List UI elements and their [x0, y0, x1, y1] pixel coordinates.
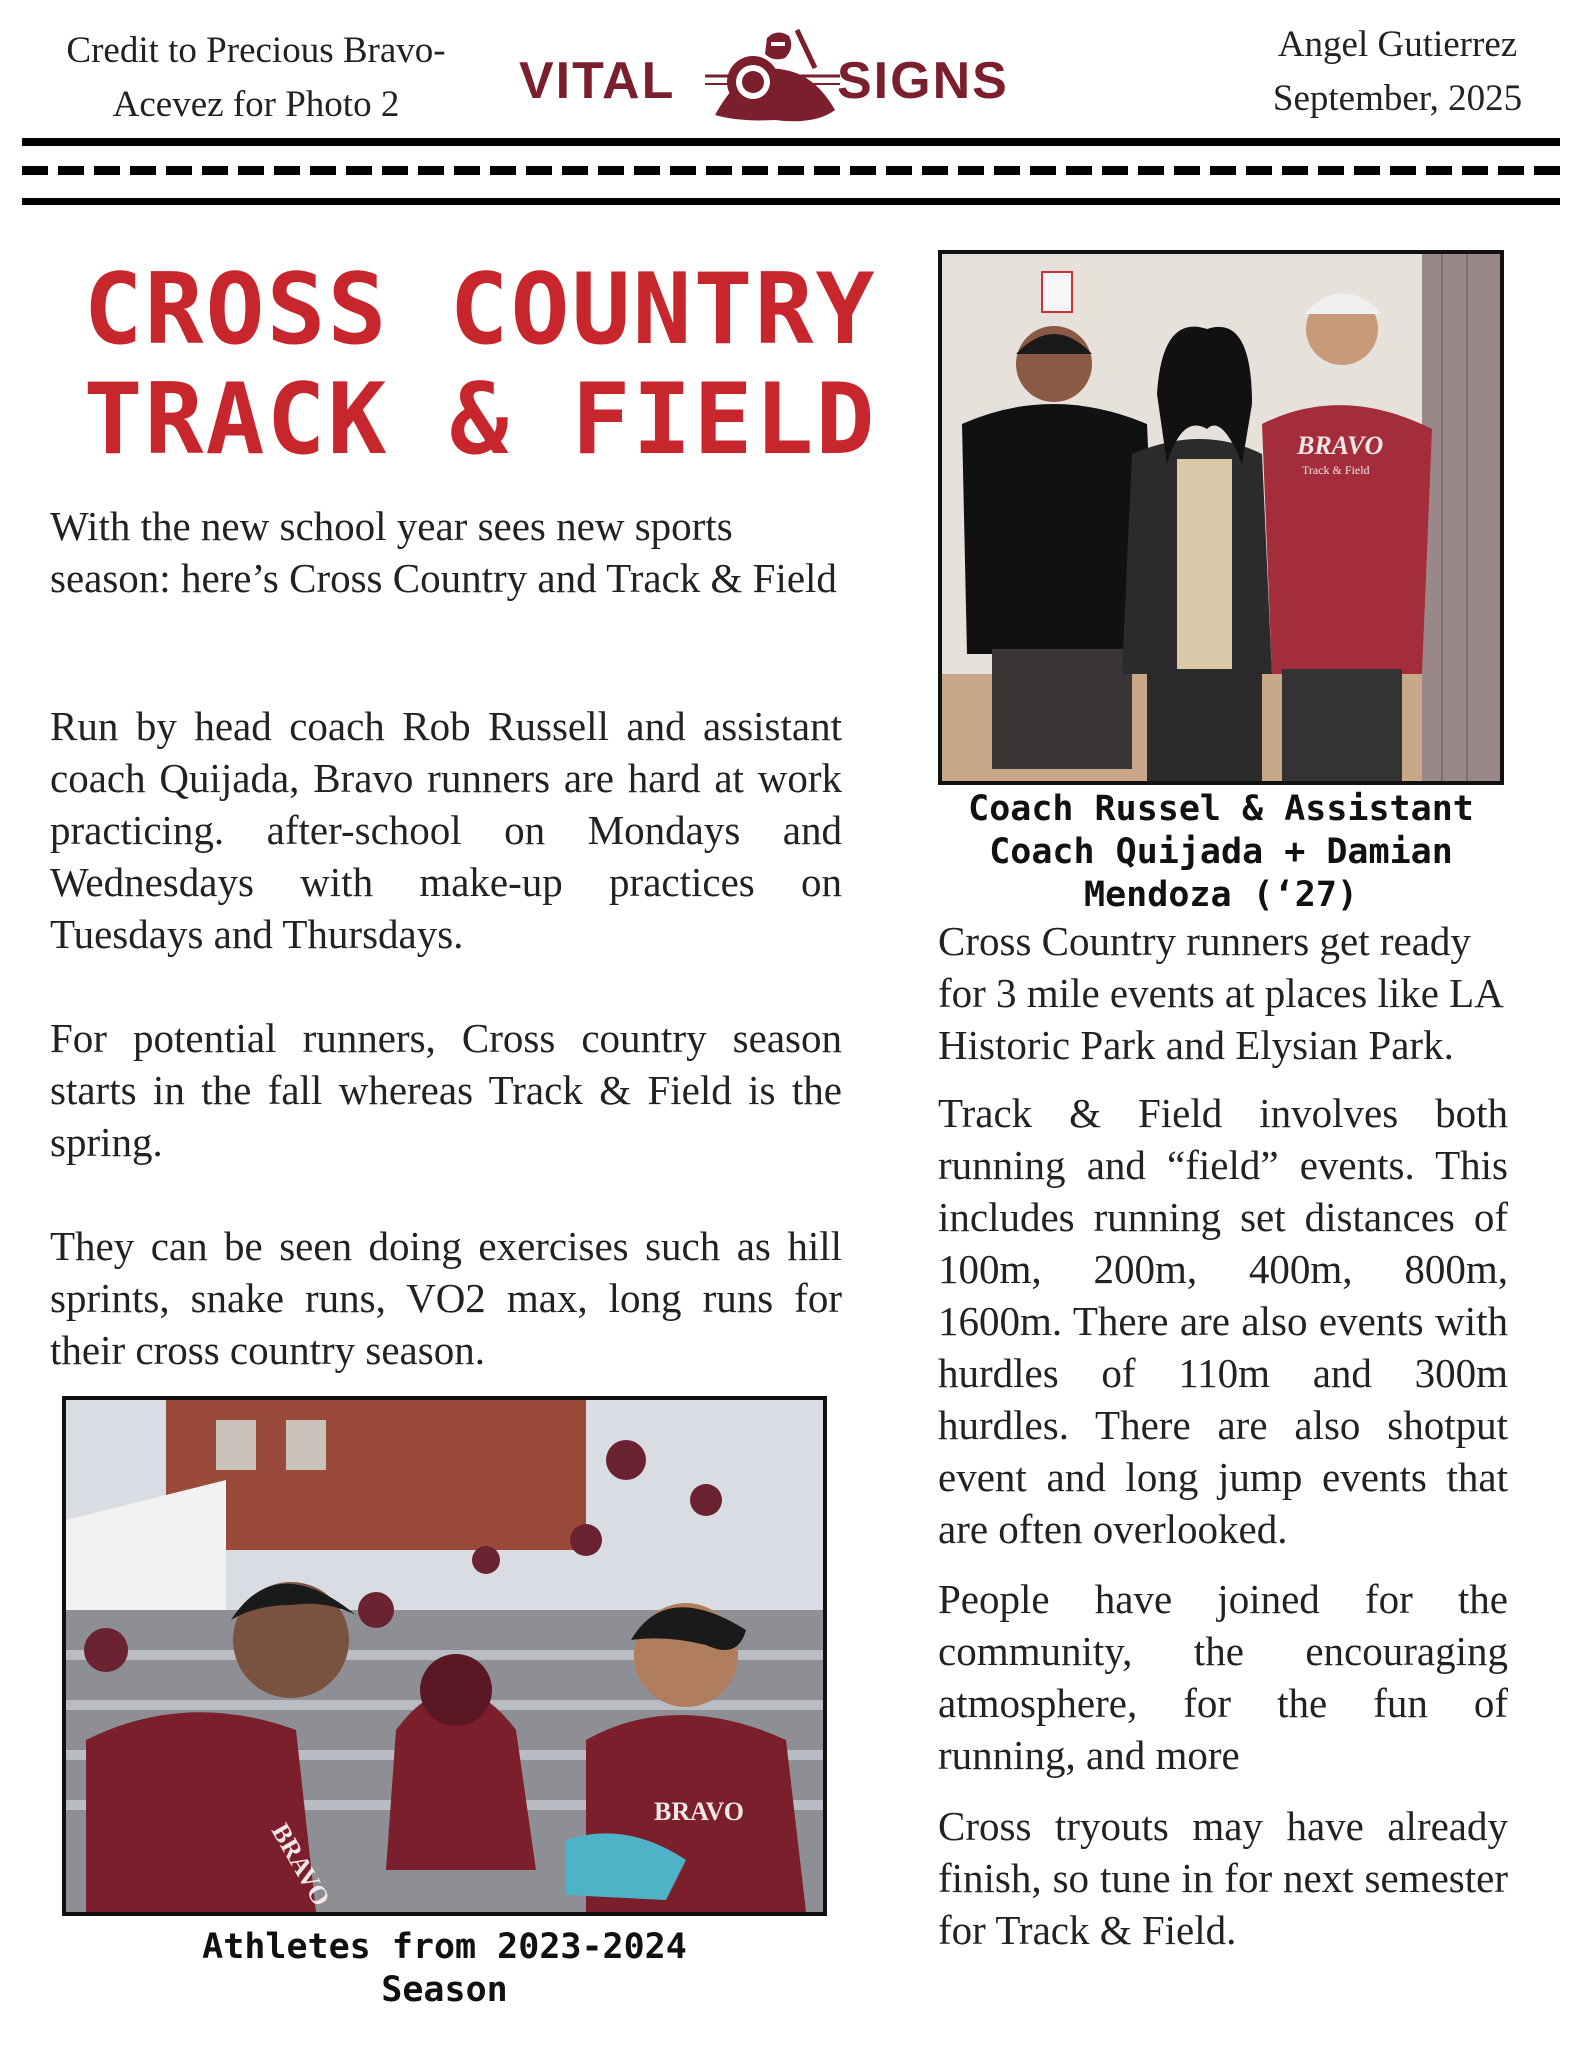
athletes-photo	[62, 1396, 827, 1916]
left-paragraph-2: Run by head coach Rob Russell and assistant coach Quijada, Bravo runners are hard at work practicing. after-school on Mondays and Wednesdays with make-up practices on Tuesdays and Thursdays.	[50, 703, 842, 957]
left-paragraph-3: For potential runners, Cross country season starts in the fall whereas Track & Field is the spring.	[50, 1015, 842, 1165]
jersey-text-left: BRAVO	[265, 1818, 336, 1911]
logo-text-vital: VITAL	[519, 52, 676, 110]
coaches-caption-line-2: Coach Quijada + Damian	[989, 832, 1453, 872]
coaches-caption-line-3: Mendoza (‘27)	[1084, 875, 1358, 915]
publish-date: September, 2025	[1272, 78, 1523, 119]
jersey-text-right: BRAVO	[654, 1797, 745, 1826]
right-paragraph-3: People have joined for the community, the encouraging atmosphere, for the fun of running, and more	[938, 1576, 1508, 1778]
credit-line-1: Credit to Precious Bravo-	[66, 30, 446, 71]
photo-credit	[26, 24, 486, 132]
logo-text-signs: SIGNS	[837, 52, 1009, 110]
athletes-photo-illustration	[66, 1400, 823, 1912]
shirt-text: BRAVO	[1297, 431, 1384, 460]
athletes-photo-caption	[62, 1926, 827, 2012]
athletes-caption-line-1: Athletes from 2023-2024	[202, 1927, 687, 1967]
coaches-photo-illustration	[942, 254, 1500, 781]
header-rule-bottom	[22, 198, 1560, 205]
right-paragraph-4: Cross tryouts may have already finish, so tune in for next semester for Track & Field.	[938, 1803, 1508, 1953]
credit-line-2: Acevez for Photo 2	[112, 84, 400, 125]
header-rule-dashed	[22, 166, 1560, 175]
left-paragraph-1: With the new school year sees new sports season: here’s Cross Country and Track & Field	[50, 503, 837, 601]
right-paragraph-1: Cross Country runners get ready for 3 mile events at places like LA Historic Park and Elysian Park.	[938, 918, 1502, 1068]
coaches-photo	[938, 250, 1504, 785]
author-name: Angel Gutierrez	[1277, 24, 1518, 65]
right-paragraph-2: Track & Field involves both running and “field” events. This includes running set distances of 100m, 200m, 400m, 800m, 1600m. There are also events with hurdles of 110m and 300m hurdles. There are also shotput event and long jump events that are often overlooked.	[938, 1090, 1508, 1552]
headline-line-1: CROSS COUNTRY	[83, 253, 877, 367]
coaches-caption-line-1: Coach Russel & Assistant	[968, 789, 1474, 829]
byline	[1215, 18, 1580, 126]
headline-line-2: TRACK & FIELD	[83, 363, 877, 477]
coaches-photo-caption	[924, 788, 1518, 917]
shirt-subtext: Track & Field	[1302, 463, 1370, 477]
article-headline	[40, 255, 920, 475]
athletes-caption-line-2: Season	[381, 1970, 508, 2010]
left-paragraph-4: They can be seen doing exercises such as hill sprints, snake runs, VO2 max, long runs for their cross country season.	[50, 1223, 842, 1373]
header-rule-top	[22, 138, 1560, 146]
vital-signs-logo	[515, 20, 1075, 128]
